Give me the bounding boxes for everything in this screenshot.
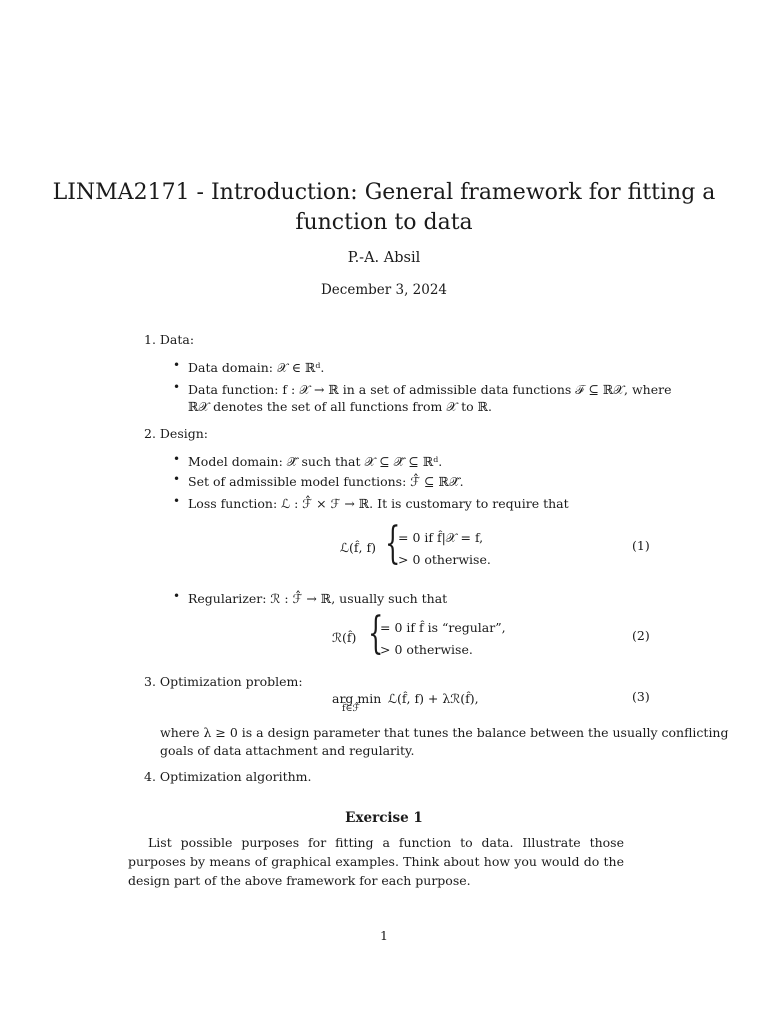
equation-number-1: (1) — [632, 538, 650, 553]
eq2-lhs: ℛ(f̂) — [332, 630, 357, 645]
title-line-1: LINMA2171 - Introduction: General framework for fitting a — [52, 180, 716, 205]
brace-icon: { — [385, 518, 401, 569]
section-3-label: 3. Optimization problem: — [144, 674, 303, 689]
brace-icon: { — [368, 608, 384, 659]
eq3-subscript: f̂∈ℱ̂ — [342, 703, 361, 714]
s2-bullet-2: Set of admissible model functions: ℱ̂ ⊆ ℝ𝒳̂. — [188, 474, 464, 489]
eq3-argmin: arg min — [332, 691, 382, 706]
bullet-icon: • — [173, 380, 181, 394]
exercise-text: List possible purposes for fitting a function to data. Illustrate those purposes by means of graphical examples. Think about how you would do the design part of the above framework for each purpose. — [128, 835, 624, 888]
eq1-case-1: = 0 if f̂|𝒳 = f, — [398, 530, 484, 545]
s2-bullet-3: Loss function: ℒ : ℱ̂ × ℱ → ℝ. It is customary to require that — [188, 496, 569, 511]
bullet-icon: • — [173, 494, 181, 508]
s2-bullet-4: Regularizer: ℛ : ℱ̂ → ℝ, usually such that — [188, 591, 448, 606]
bullet-icon: • — [173, 472, 181, 486]
s3-text-line-1: where λ ≥ 0 is a design parameter that tunes the balance between the usually conflicting — [160, 725, 729, 740]
eq3-expression: ℒ(f̂, f) + λℛ(f̂), — [388, 691, 479, 706]
section-4-label: 4. Optimization algorithm. — [144, 769, 312, 784]
s1-bullet-2-line-1: Data function: f : 𝒳 → ℝ in a set of admissible data functions ℱ ⊆ ℝ𝒳, where — [188, 382, 672, 397]
section-1-label: 1. Data: — [144, 332, 195, 347]
equation-number-3: (3) — [632, 689, 650, 704]
eq1-lhs: ℒ(f̂, f) — [340, 540, 376, 555]
s2-bullet-1: Model domain: 𝒳̂ such that 𝒳 ⊆ 𝒳̂ ⊆ ℝᵈ. — [188, 454, 443, 469]
page-number: 1 — [380, 928, 388, 943]
eq1-case-2: > 0 otherwise. — [398, 552, 491, 567]
equation-number-2: (2) — [632, 628, 650, 643]
title-line-2: function to data — [295, 210, 473, 235]
bullet-icon: • — [173, 452, 181, 466]
exercise-heading: Exercise 1 — [345, 810, 423, 826]
date: December 3, 2024 — [320, 282, 448, 298]
eq2-case-1: = 0 if f̂ is “regular”, — [380, 620, 506, 635]
author: P.-A. Absil — [347, 250, 421, 266]
page-title — [0, 178, 768, 238]
bullet-icon: • — [173, 589, 181, 603]
s1-bullet-1: Data domain: 𝒳 ∈ ℝᵈ. — [188, 360, 325, 375]
section-2-label: 2. Design: — [144, 426, 208, 441]
bullet-icon: • — [173, 358, 181, 372]
s1-bullet-2-line-2: ℝ𝒳 denotes the set of all functions from 𝒳 to ℝ. — [188, 399, 492, 414]
s3-text-line-2: goals of data attachment and regularity. — [160, 743, 415, 758]
eq2-case-2: > 0 otherwise. — [380, 642, 473, 657]
